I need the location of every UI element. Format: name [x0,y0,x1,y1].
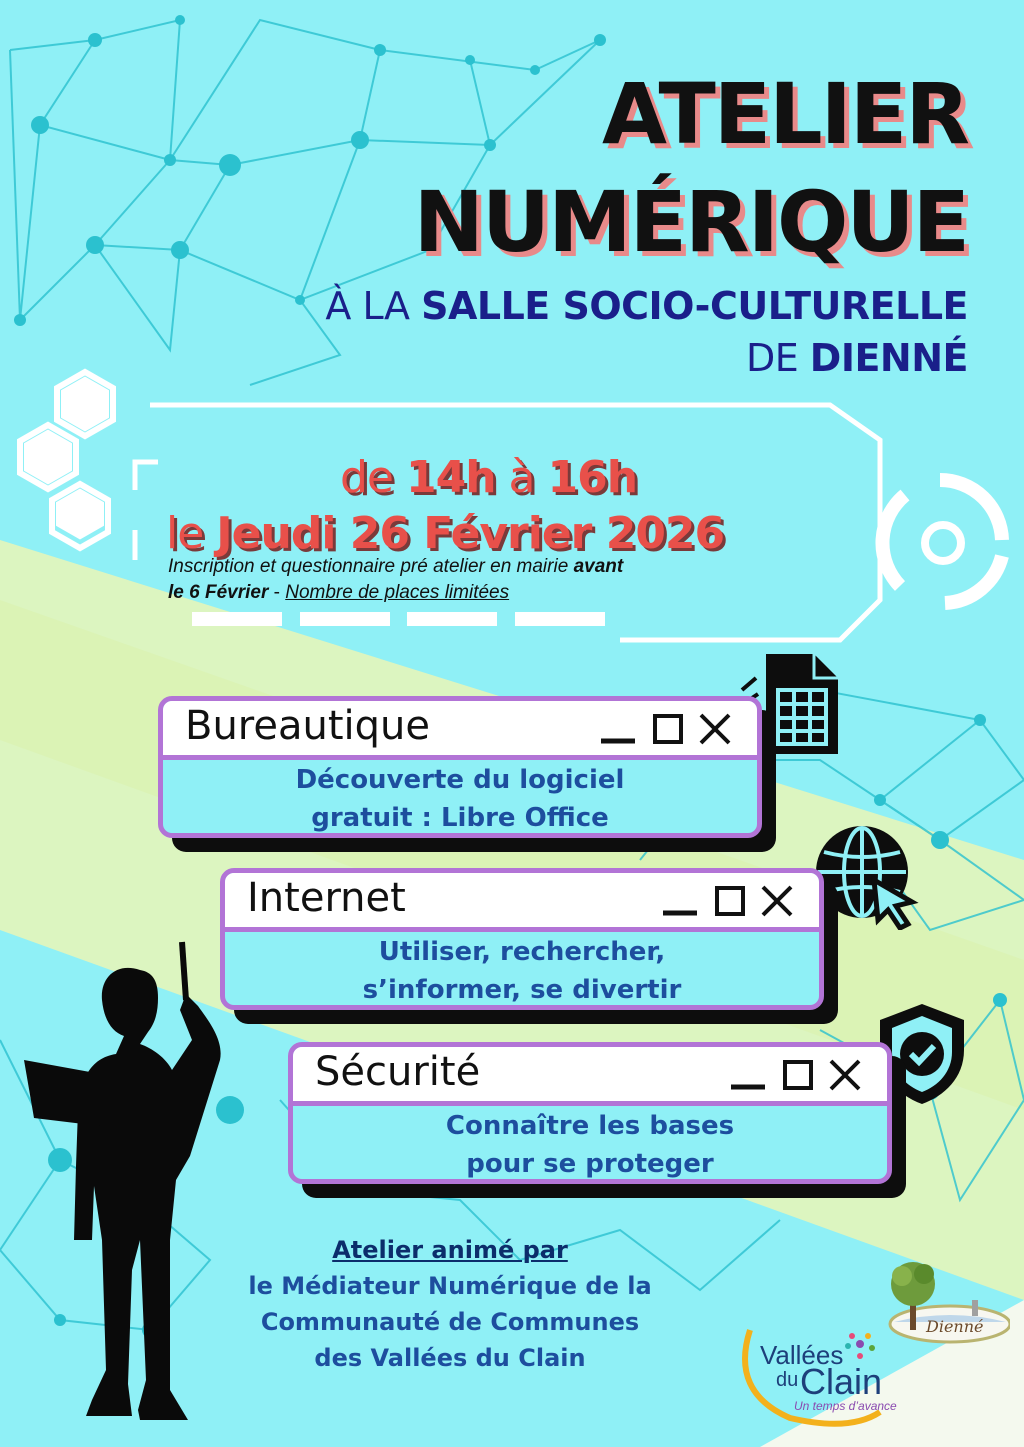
window-text-line-2: gratuit : Libre Office [311,803,609,833]
window-text-line-2: s’informer, se divertir [362,975,682,1005]
time-line [340,452,637,503]
window-text-line-1: Découverte du logiciel [295,765,625,795]
location-prefix-1: À LA [325,284,422,328]
date-prefix: le [166,508,217,559]
registration-line-1 [168,556,623,578]
registration-before: avant [573,556,624,577]
location-prefix-2: DE [745,336,810,380]
time-start: 14h [406,452,496,503]
facilitator-heading: Atelier animé par [332,1236,568,1264]
date-value: Jeudi 26 Février 2026 [216,508,725,559]
window-text-line-2: pour se proteger [466,1149,714,1179]
title-line-2: NUMÉRIQUE [413,173,968,271]
location-line-1 [325,284,968,328]
facilitator-line-2: Communauté de Communes [260,1308,640,1336]
window-securite [288,1042,892,1184]
window-description [163,761,757,837]
logo-vallees-text: Vallées [760,1340,844,1370]
time-mid: à [495,452,548,503]
window-text-line-1: Connaître les bases [445,1111,735,1141]
window-bureautique [158,696,762,838]
registration-separator: - [268,582,286,603]
time-end: 16h [547,452,638,503]
logo-du-text: du [776,1369,799,1391]
logo-tagline-text: Un temps d’avance [794,1399,897,1413]
logo-dienne-text: Dienné [926,1317,984,1336]
window-title: Bureautique [185,703,430,749]
window-internet [220,868,824,1010]
window-controls [597,711,737,747]
facilitator-line-3: des Vallées du Clain [314,1344,586,1372]
facilitator-line-1: le Médiateur Numérique de la [248,1272,652,1300]
time-prefix: de [340,452,406,503]
registration-line-2 [168,582,509,604]
location-line-2 [746,336,968,380]
logo-clain-text: Clain [800,1361,883,1402]
window-text-line-1: Utiliser, rechercher, [378,937,666,967]
window-description [225,933,819,1009]
valleesduclain-logo [730,1322,900,1432]
registration-deadline: le 6 Février [168,582,269,603]
window-controls [727,1057,867,1093]
window-description [293,1107,887,1183]
registration-places: Nombre de places limitées [285,582,510,603]
location-place: SALLE SOCIO-CULTURELLE [421,284,968,328]
dienne-logo [880,1252,1010,1352]
registration-text: Inscription et questionnaire pré atelier en mairie [168,556,574,577]
window-controls [659,883,799,919]
window-title: Internet [247,875,406,921]
location-town: DIENNÉ [809,336,968,380]
facilitator-block [200,1232,700,1376]
date-line [166,508,724,559]
window-title: Sécurité [315,1049,481,1095]
title-line-1: ATELIER [601,65,968,163]
